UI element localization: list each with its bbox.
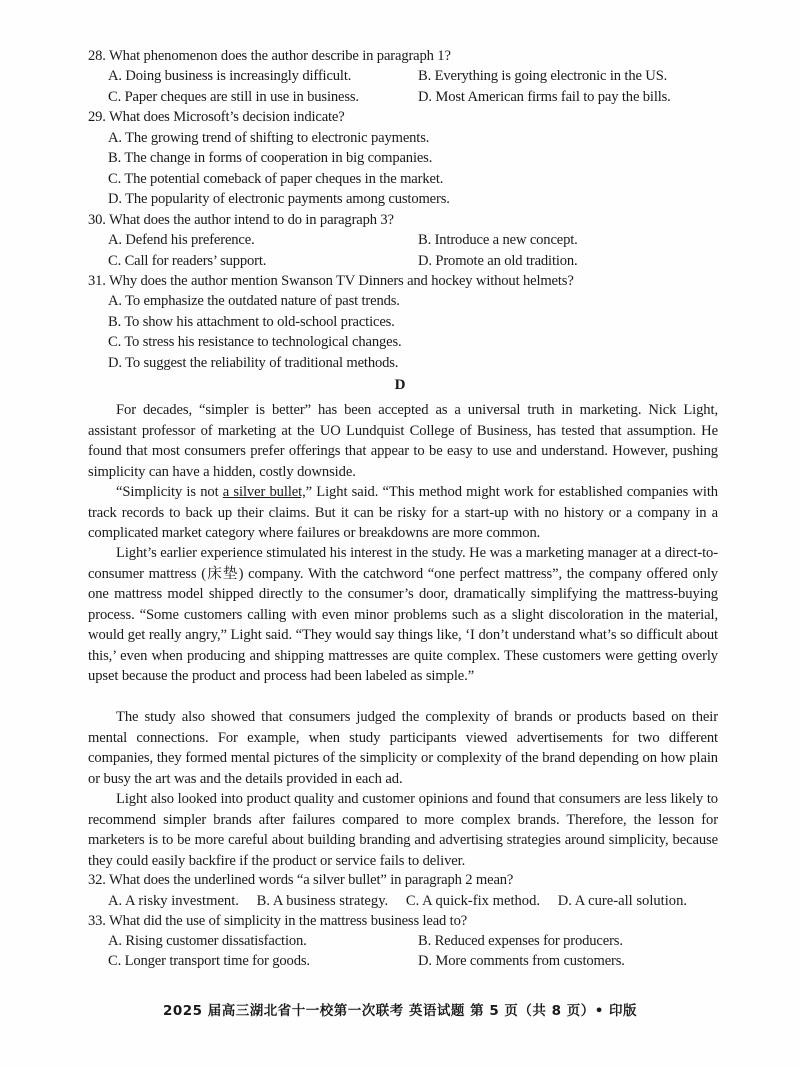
question-32-option-a: A. A risky investment.	[108, 893, 239, 909]
question-29-option-d: D. The popularity of electronic payments among customers.	[108, 191, 450, 207]
question-30-option-a: A. Defend his preference.	[108, 232, 255, 248]
question-32-option-b: B. A business strategy.	[256, 893, 389, 909]
question-30-option-c: C. Call for readers’ support.	[108, 253, 267, 269]
question-28-stem: 28. What phenomenon does the author describe in paragraph 1?	[88, 48, 451, 64]
question-33-option-d: D. More comments from customers.	[418, 953, 625, 969]
underlined-phrase: a silver bullet,	[222, 484, 306, 500]
question-29-stem: 29. What does Microsoft’s decision indicate?	[88, 109, 345, 125]
question-29-option-a: A. The growing trend of shifting to electronic payments.	[108, 130, 430, 146]
section-heading: D	[394, 377, 406, 393]
question-32-options	[108, 891, 701, 911]
passage-paragraph-1: For decades, “simpler is better” has been accepted as a universal truth in marketing. Nick Light, assistant professor of marketing at the UO Lundquist College of Business, has tested that assumption. He found that most consumers prefer offerings that appear to be easy to use and understand. However, pushing simplicity can have a hidden, costly downside.	[88, 402, 718, 480]
passage-paragraph-3: Light’s earlier experience stimulated his interest in the study. He was a marketing manager at a direct-to-consumer mattress (床垫) company. With the catchword “one perfect mattress”, the company offered only one mattress model shipped directly to the consumer’s door, dramatically simplifying the mattress-buying process. “Some customers calling with even minor problems such as a slight discoloration in the material, would get really angry,” Light said. “They would say things like, ‘I don’t understand what’s so difficult about this,’ even when producing and shipping mattresses are quite complex. These customers were getting overly upset because the product and process had been labeled as simple.”	[88, 545, 718, 684]
question-30-stem: 30. What does the author intend to do in paragraph 3?	[88, 212, 394, 228]
question-33-option-a: A. Rising customer dissatisfaction.	[108, 933, 307, 949]
question-31-option-a: A. To emphasize the outdated nature of past trends.	[108, 293, 400, 309]
question-31-option-d: D. To suggest the reliability of traditional methods.	[108, 355, 399, 371]
question-28-option-c: C. Paper cheques are still in use in business.	[108, 89, 359, 105]
question-32-stem: 32. What does the underlined words “a silver bullet” in paragraph 2 mean?	[88, 872, 514, 888]
question-28-option-a: A. Doing business is increasingly difficult.	[108, 68, 352, 84]
passage-paragraph-5: Light also looked into product quality and customer opinions and found that consumers are less likely to recommend simpler brands after failures compared to more complex brands. Therefore, the lesson for marketers is to be more careful about building branding and advertising strategies around simplicity, because they could easily backfire if the product or service fails to deliver.	[88, 791, 718, 869]
question-30-option-d: D. Promote an old tradition.	[418, 253, 578, 269]
question-29-option-b: B. The change in forms of cooperation in big companies.	[108, 150, 433, 166]
question-30-option-b: B. Introduce a new concept.	[418, 232, 578, 248]
question-28-option-b: B. Everything is going electronic in the US.	[418, 68, 668, 84]
passage-paragraph-2: “Simplicity is not a silver bullet,” Light said. “This method might work for established companies with track records to back up their claims. But it can be risky for a start-up with no history or a company in a complicated market category where failures or breakdowns are more common.	[88, 484, 718, 541]
question-31-option-b: B. To show his attachment to old-school practices.	[108, 314, 395, 330]
question-33-stem: 33. What did the use of simplicity in the mattress business lead to?	[88, 913, 468, 929]
question-31-stem: 31. Why does the author mention Swanson TV Dinners and hockey without helmets?	[88, 273, 574, 289]
question-33-option-c: C. Longer transport time for goods.	[108, 953, 310, 969]
question-29-option-c: C. The potential comeback of paper cheques in the market.	[108, 171, 444, 187]
question-33-option-b: B. Reduced expenses for producers.	[418, 933, 623, 949]
question-28-option-d: D. Most American firms fail to pay the bills.	[418, 89, 671, 105]
question-32-option-d: D. A cure-all solution.	[557, 893, 688, 909]
passage-paragraph-4: The study also showed that consumers judged the complexity of brands or products based on their mental connections. For example, when study participants viewed advertisements for two different companies, they formed mental pictures of the simplicity or complexity of the brand depending on how plain or busy the art was and the details provided in each ad.	[88, 709, 718, 787]
question-32-option-c: C. A quick-fix method.	[405, 893, 541, 909]
question-31-option-c: C. To stress his resistance to technological changes.	[108, 334, 402, 350]
page-footer: 2025 届高三湖北省十一校第一次联考 英语试题 第 5 页（共 8 页）• 印版	[162, 1003, 638, 1019]
